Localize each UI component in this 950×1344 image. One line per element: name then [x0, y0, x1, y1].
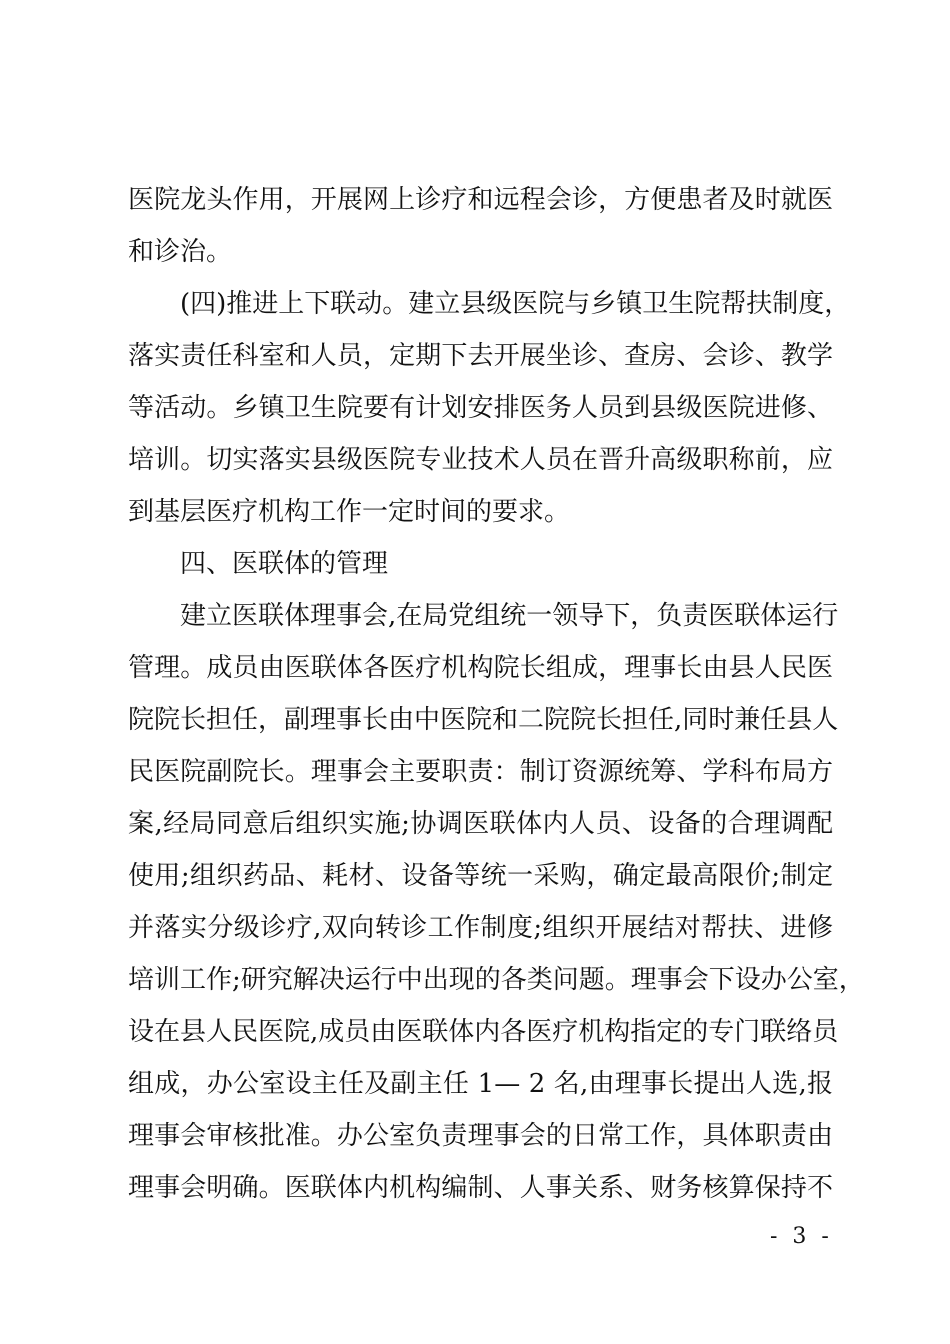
text-line: 等活动。乡镇卫生院要有计划安排医务人员到县级医院进修、 [128, 393, 833, 423]
text-line: 管理。成员由医联体各医疗机构院长组成，理事长由县人民医 [128, 653, 833, 683]
text-line: 培训工作;研究解决运行中出现的各类问题。理事会下设办公室， [128, 965, 865, 995]
text-line: 培训。切实落实县级医院专业技术人员在晋升高级职称前，应 [128, 445, 833, 475]
text-line: 医院龙头作用，开展网上诊疗和远程会诊，方便患者及时就医 [128, 185, 833, 215]
text-line: 并落实分级诊疗,双向转诊工作制度;组织开展结对帮扶、进修 [128, 913, 833, 943]
text-line: 落实责任科室和人员，定期下去开展坐诊、查房、会诊、教学 [128, 341, 833, 371]
document-body [128, 174, 865, 1214]
text-line: 到基层医疗机构工作一定时间的要求。 [128, 497, 571, 527]
text-line: (四)推进上下联动。建立县级医院与乡镇卫生院帮扶制度， [180, 289, 851, 319]
text-line: 理事会审核批准。办公室负责理事会的日常工作，具体职责由 [128, 1121, 833, 1151]
text-line: 和诊治。 [128, 237, 233, 267]
text-line: 理事会明确。医联体内机构编制、人事关系、财务核算保持不 [128, 1173, 833, 1203]
text-line: 设在县人民医院,成员由医联体内各医疗机构指定的专门联络员 [128, 1017, 839, 1047]
section-heading: 四、医联体的管理 [180, 549, 389, 579]
text-line: 民医院副院长。理事会主要职责：制订资源统筹、学科布局方 [128, 757, 833, 787]
page-number: - 3 - [770, 1224, 833, 1249]
text-line: 案,经局同意后组织实施;协调医联体内人员、设备的合理调配 [128, 809, 833, 839]
text-line: 建立医联体理事会,在局党组统一领导下，负责医联体运行 [180, 601, 839, 631]
text-line: 使用;组织药品、耗材、设备等统一采购，确定最高限价;制定 [128, 861, 833, 891]
text-line: 组成，办公室设主任及副主任 1— 2 名,由理事长提出人选,报 [128, 1069, 833, 1099]
text-line: 院院长担任，副理事长由中医院和二院院长担任,同时兼任县人 [128, 705, 839, 735]
